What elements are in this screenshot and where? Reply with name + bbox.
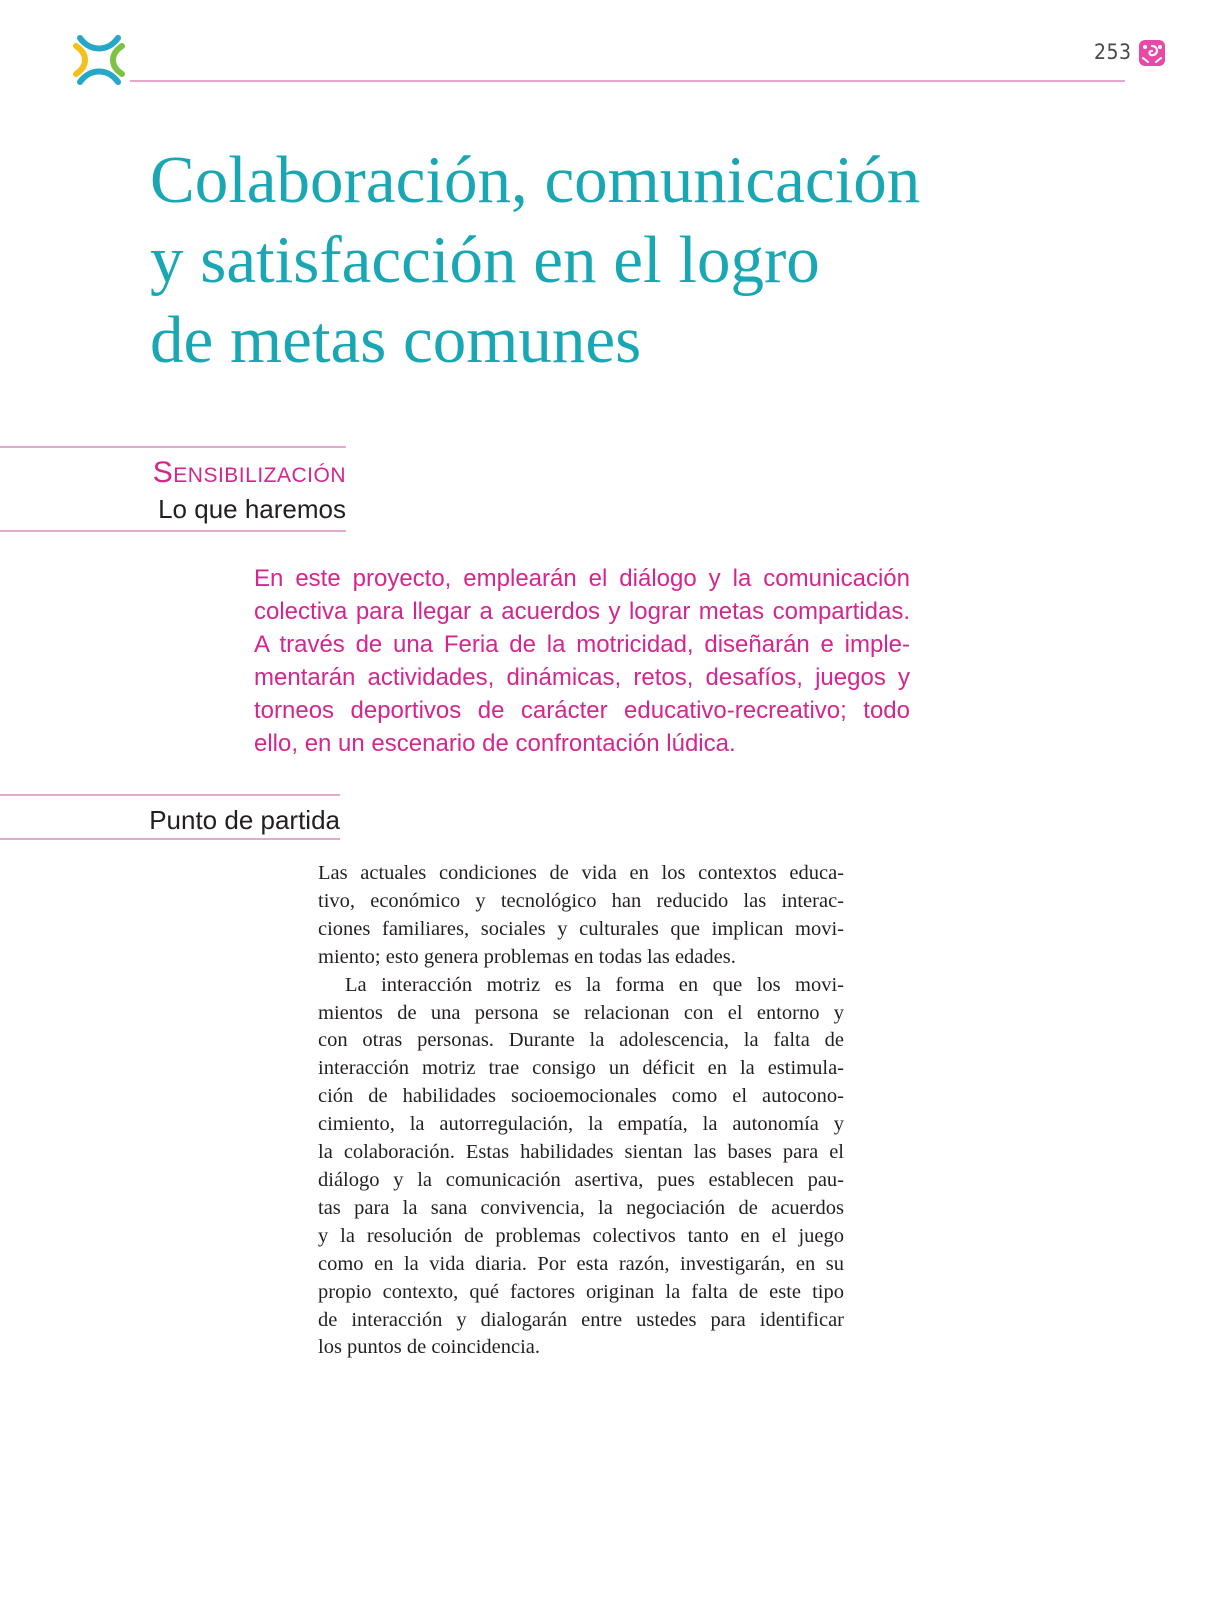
body-line: La interacción motriz es la forma en que los movi- xyxy=(345,973,844,996)
spiral-glyph-icon xyxy=(1138,38,1166,68)
crossed-arcs-logo-icon xyxy=(72,34,126,86)
body-line: de interacción y dialogarán entre ustedes para identificar xyxy=(318,1308,844,1331)
body-line: interacción motriz trae consigo un déficit en la estimula- xyxy=(318,1057,844,1080)
header-rule xyxy=(130,80,1125,82)
intro-line: ello, en un escenario de confrontación lúdica. xyxy=(254,730,736,757)
title-line: y satisfacción en el logro xyxy=(150,223,820,297)
body-line: los puntos de coincidencia. xyxy=(318,1336,541,1359)
section-bottom-rule xyxy=(0,838,340,840)
section-bottom-rule xyxy=(0,530,346,532)
intro-line: torneos deportivos de carácter educativo-recreativo; todo xyxy=(254,697,910,724)
body-line: mientos de una persona se relacionan con el entorno y xyxy=(318,1001,844,1024)
body-line: ciones familiares, sociales y culturales que implican movi- xyxy=(318,917,844,940)
sub-heading: Lo que haremos xyxy=(158,494,346,524)
body-line: ción de habilidades socioemocionales como el autocono- xyxy=(318,1085,844,1108)
intro-line: A través de una Feria de la motricidad, diseñarán e imple- xyxy=(254,631,910,658)
body-line: con otras personas. Durante la adolescencia, la falta de xyxy=(318,1029,844,1052)
intro-line: mentarán actividades, dinámicas, retos, desafíos, juegos y xyxy=(254,664,910,691)
body-line: como en la vida diaria. Por esta razón, investigarán, en su xyxy=(318,1252,844,1275)
body-line: diálogo y la comunicación asertiva, pues establecen pau- xyxy=(318,1168,844,1191)
page-title xyxy=(150,140,950,380)
intro-line: colectiva para llegar a acuerdos y lograr metas compartidas. xyxy=(254,598,910,625)
section-top-rule xyxy=(0,446,346,448)
body-line: y la resolución de problemas colectivos tanto en el juego xyxy=(318,1224,844,1247)
body-line: miento; esto genera problemas en todas las edades. xyxy=(318,945,736,968)
section-label: Sensibilización xyxy=(152,456,346,489)
intro-line: En este proyecto, emplearán el diálogo y la comunicación xyxy=(254,565,910,592)
intro-paragraph xyxy=(254,562,910,760)
body-line: tas para la sana convivencia, la negociación de acuerdos xyxy=(318,1196,844,1219)
section-top-rule xyxy=(0,794,340,796)
body-line: la colaboración. Estas habilidades sientan las bases para el xyxy=(318,1141,844,1164)
page-number: 253 xyxy=(1094,40,1132,64)
body-line: propio contexto, qué factores originan la falta de este tipo xyxy=(318,1280,844,1303)
body-text xyxy=(318,860,844,1362)
title-line: de metas comunes xyxy=(150,303,642,377)
body-line: cimiento, la autorregulación, la empatía, la autonomía y xyxy=(318,1113,844,1136)
section-heading: Punto de partida xyxy=(149,805,340,835)
body-line: tivo, económico y tecnológico han reducido las interac- xyxy=(318,889,844,912)
body-line: Las actuales condiciones de vida en los contextos educa- xyxy=(318,862,844,884)
title-line: Colaboración, comunicación xyxy=(150,143,921,217)
